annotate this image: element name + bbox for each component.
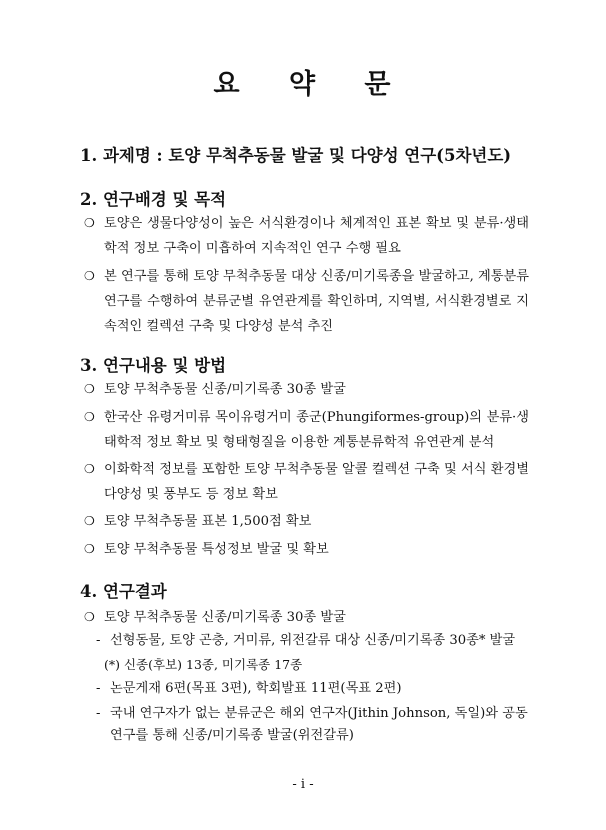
section-heading-background: 2. 연구배경 및 목적 <box>80 190 227 209</box>
dash-item <box>96 630 532 652</box>
page-number: - i - <box>292 777 314 792</box>
bullet-circle-icon: ❍ <box>84 610 95 624</box>
bullet-text: 토양은 생물다양성이 높은 서식환경이나 체계적인 표본 확보 및 분류·생태학적 정보 구축이 미흡하여 지속적인 연구 수행 필요 <box>104 216 529 256</box>
section-heading-results: 4. 연구결과 <box>80 582 167 601</box>
bullet-text: 본 연구를 통해 토양 무척추동물 대상 신종/미기록종을 발굴하고, 계통분류연구를 수행하여 분류군별 유연관계를 확인하며, 지역별, 서식환경별로 지속적인 컬렉션 구축 및 다양성 분석 추진 <box>104 269 529 334</box>
bullet-item <box>84 537 529 562</box>
bullet-circle-icon: ❍ <box>84 269 95 283</box>
bullet-text: 토양 무척추동물 특성정보 발굴 및 확보 <box>104 542 329 557</box>
bullet-item <box>84 405 529 455</box>
dash-item <box>96 678 532 700</box>
bullet-text: 한국산 유령거미류 목이유령거미 종군(Phungiformes-group)의 분류·생태학적 정보 확보 및 형태형질을 이용한 계통분류학적 유연관계 분석 <box>104 410 529 450</box>
dash-marker: - <box>96 633 101 648</box>
bullet-item <box>84 509 529 534</box>
bullet-circle-icon: ❍ <box>84 542 95 556</box>
dash-marker: - <box>96 681 101 696</box>
bullet-circle-icon: ❍ <box>84 216 95 230</box>
bullet-text: 토양 무척추동물 신종/미기록종 30종 발굴 <box>104 382 346 397</box>
section-heading-methods: 3. 연구내용 및 방법 <box>80 356 227 375</box>
dash-text: 국내 연구자가 없는 분류군은 해외 연구자(Jithin Johnson, 독일)와 공동연구를 통해 신종/미기록종 발굴(위전갈류) <box>110 706 528 743</box>
bullet-text: 토양 무척추동물 표본 1,500점 확보 <box>104 514 312 529</box>
section-heading-project-name: 1. 과제명 : 토양 무척추동물 발굴 및 다양성 연구(5차년도) <box>80 146 512 165</box>
bullet-text: 토양 무척추동물 신종/미기록종 30종 발굴 <box>104 610 346 625</box>
dash-text: 논문게재 6편(목표 3편), 학회발표 11편(목표 2편) <box>110 681 402 696</box>
bullet-circle-icon: ❍ <box>84 462 95 476</box>
dash-text: 선형동물, 토양 곤충, 거미류, 위전갈류 대상 신종/미기록종 30종* 발굴 <box>110 633 516 648</box>
footnote-text: (*) 신종(후보) 13종, 미기록종 17종 <box>104 657 303 672</box>
bullet-circle-icon: ❍ <box>84 514 95 528</box>
dash-marker: - <box>96 706 101 721</box>
bullet-circle-icon: ❍ <box>84 382 95 396</box>
bullet-text: 이화학적 정보를 포함한 토양 무척추동물 알콜 컬렉션 구축 및 서식 환경별 다양성 및 풍부도 등 정보 확보 <box>104 462 529 502</box>
bullet-item <box>84 211 529 261</box>
bullet-item <box>84 264 529 339</box>
bullet-item <box>84 457 529 507</box>
document-title: 요 약 문 <box>213 69 393 100</box>
dash-item <box>96 703 532 747</box>
bullet-circle-icon: ❍ <box>84 410 95 424</box>
bullet-item <box>84 605 529 630</box>
bullet-item <box>84 377 529 402</box>
